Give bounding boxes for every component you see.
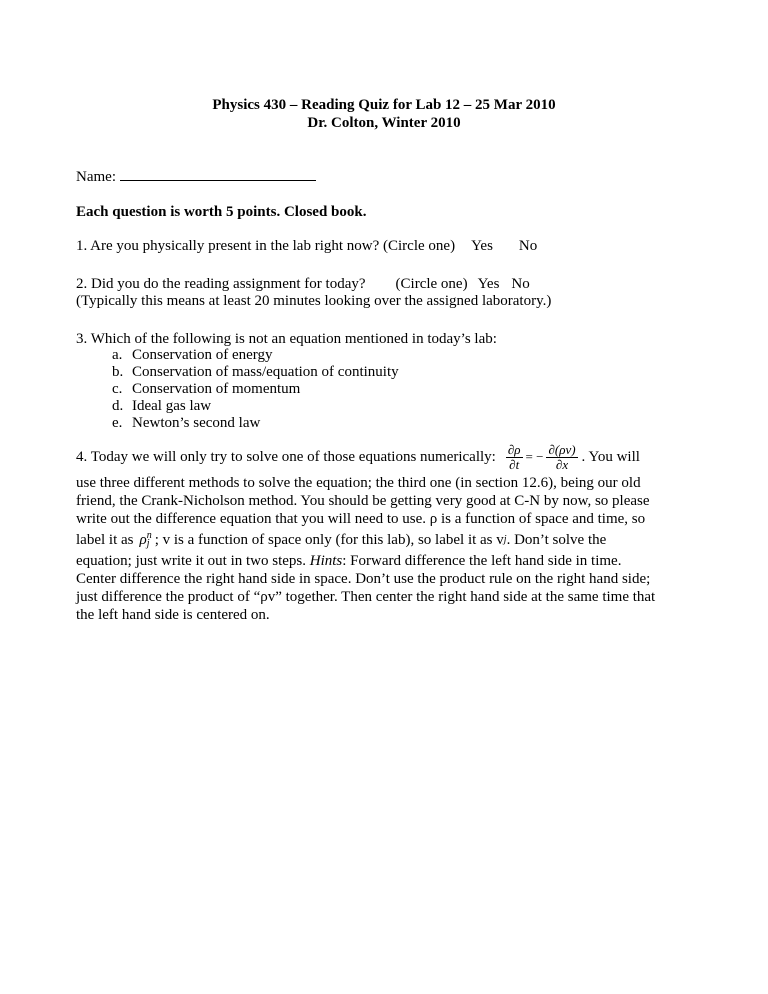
line5-text-c: . Don’t solve the bbox=[506, 532, 607, 548]
instructions: Each question is worth 5 points. Closed book. bbox=[76, 204, 367, 220]
eq-equals: = − bbox=[525, 449, 544, 464]
name-line bbox=[76, 166, 316, 186]
eq-lhs-fraction bbox=[506, 443, 523, 472]
quiz-subtitle: Dr. Colton, Winter 2010 bbox=[307, 115, 461, 131]
eq-rhs-denominator: ∂x bbox=[555, 456, 569, 472]
option-label: Conservation of mass/equation of continuity bbox=[132, 364, 399, 380]
option-label: Conservation of energy bbox=[132, 347, 273, 363]
question-4-line-2: use three different methods to solve the equation; the third one (in section 12.6), being our old bbox=[76, 475, 641, 491]
option-d[interactable] bbox=[112, 398, 399, 415]
q1-yes-option[interactable]: Yes bbox=[471, 238, 493, 254]
line6-text-b: : Forward difference the left hand side in time. bbox=[342, 553, 622, 569]
question-4-intro: 4. Today we will only try to solve one of those equations numerically: bbox=[76, 449, 496, 465]
hints-label: Hints bbox=[309, 553, 343, 569]
q2-circle-note: (Circle one) bbox=[395, 276, 468, 292]
question-2 bbox=[76, 275, 530, 293]
question-2-note: (Typically this means at least 20 minutes looking over the assigned laboratory.) bbox=[76, 293, 552, 309]
line5-text-a: label it as bbox=[76, 532, 134, 548]
option-a[interactable] bbox=[112, 347, 399, 364]
rho-superscript: n bbox=[146, 530, 152, 541]
question-4-first-line bbox=[76, 442, 696, 472]
question-4-line-4: write out the difference equation that you will need to use. ρ is a function of space and time, so bbox=[76, 511, 646, 527]
option-e[interactable] bbox=[112, 415, 399, 432]
rho-subscript: j bbox=[146, 538, 150, 549]
option-letter: c. bbox=[112, 381, 123, 397]
question-4-after-eq: . You will bbox=[581, 449, 640, 465]
name-label: Name: bbox=[76, 169, 116, 185]
option-letter: e. bbox=[112, 415, 123, 431]
quiz-title: Physics 430 – Reading Quiz for Lab 12 – 25 Mar 2010 bbox=[212, 97, 556, 113]
question-2-text: 2. Did you do the reading assignment for today? bbox=[76, 276, 366, 292]
option-letter: d. bbox=[112, 398, 124, 414]
q1-no-option[interactable]: No bbox=[518, 238, 538, 254]
q2-yes-option[interactable]: Yes bbox=[477, 276, 500, 292]
eq-rhs-numerator: ∂(ρv) bbox=[548, 441, 576, 457]
rho-indices bbox=[147, 532, 152, 548]
eq-lhs-numerator: ∂ρ bbox=[507, 441, 521, 457]
option-c[interactable] bbox=[112, 381, 399, 398]
question-4-line-3: friend, the Crank-Nicholson method. You should be getting very good at C-N by now, so please bbox=[76, 493, 650, 509]
question-4-line-5 bbox=[76, 528, 696, 552]
question-1 bbox=[76, 237, 537, 255]
q2-no-option[interactable]: No bbox=[511, 276, 530, 292]
continuity-equation bbox=[506, 443, 578, 472]
line5-text-b: ; v is a function of space only (for this lab), so label it as v bbox=[154, 532, 504, 548]
option-letter: b. bbox=[112, 364, 124, 380]
question-4-line-8: just difference the product of “ρv” together. Then center the right hand side at the same time that bbox=[76, 589, 656, 605]
option-label: Ideal gas law bbox=[132, 398, 212, 414]
question-4-line-9: the left hand side is centered on. bbox=[76, 607, 270, 623]
question-4-line-7: Center difference the right hand side in space. Don’t use the product rule on the right hand side; bbox=[76, 571, 651, 587]
option-letter: a. bbox=[112, 347, 123, 363]
option-b[interactable] bbox=[112, 364, 399, 381]
question-4-line-6 bbox=[76, 552, 696, 570]
eq-rhs-fraction bbox=[546, 443, 577, 472]
option-label: Conservation of momentum bbox=[132, 381, 301, 397]
question-3-text: 3. Which of the following is not an equation mentioned in today’s lab: bbox=[76, 331, 497, 347]
question-1-text: 1. Are you physically present in the lab right now? (Circle one) bbox=[76, 238, 456, 254]
question-4 bbox=[76, 442, 696, 624]
question-3-options bbox=[112, 347, 399, 432]
line6-text-a: equation; just write it out in two steps. bbox=[76, 553, 306, 569]
v-subscript: j bbox=[503, 534, 507, 545]
name-field[interactable] bbox=[120, 166, 316, 181]
rho-symbol: ρ bbox=[139, 532, 147, 548]
option-label: Newton’s second law bbox=[132, 415, 261, 431]
eq-lhs-denominator: ∂t bbox=[509, 456, 520, 472]
